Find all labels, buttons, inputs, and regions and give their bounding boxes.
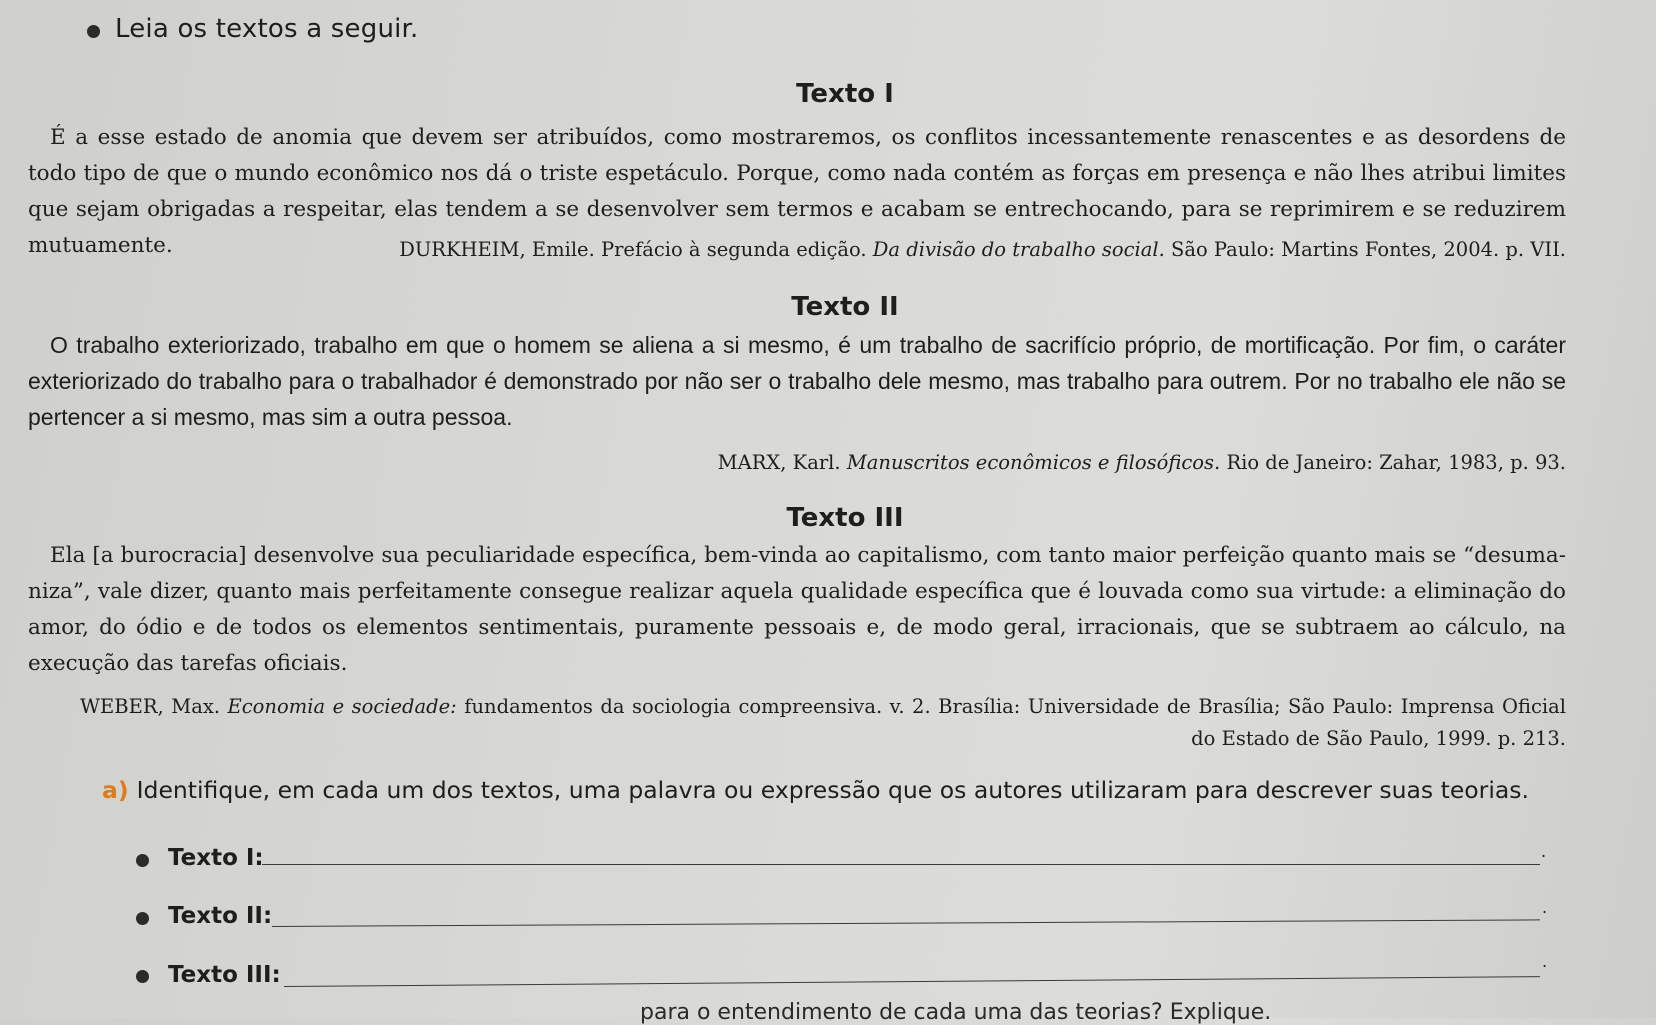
- answer-1-line[interactable]: [262, 864, 1540, 865]
- citation-title: Da divisão do trabalho social.: [872, 238, 1165, 261]
- answer-3-label: Texto III:: [168, 962, 281, 988]
- answer-2-label: Texto II:: [168, 903, 273, 929]
- text-3-heading: Texto III: [786, 503, 904, 533]
- citation-title: Economia e sociedade:: [227, 695, 457, 718]
- answer-1-label: Texto I:: [168, 845, 264, 871]
- question-a: [102, 776, 1529, 804]
- text-2-body: O trabalho exteriorizado, trabalho em que o homem se aliena a si mesmo, é um trabalho de sacrifício próprio, de mortificação. Por fim, o caráter exteriorizado do trabalho para o trabalhador é demonstrado por não ser o trabalho dele mesmo, mas trabalho para outrem. Por no trabalho ele não se pertencer a si mesmo, mas sim a outra pessoa.: [28, 332, 1566, 430]
- answer-2-end: .: [1542, 898, 1548, 917]
- next-question-partial: para o entendimento de cada uma das teorias? Explique.: [640, 1000, 1272, 1025]
- answer-3-line[interactable]: [284, 976, 1540, 987]
- text-3-citation: [80, 691, 1566, 755]
- citation-text: DURKHEIM, Emile. Prefácio à segunda edição.: [399, 238, 873, 261]
- text-1-heading: Texto I: [796, 79, 894, 109]
- citation-text: Rio de Janeiro: Zahar, 1983, p. 93.: [1220, 451, 1566, 474]
- answer-2-line[interactable]: [272, 919, 1540, 927]
- citation-text: fundamentos da sociologia compreensiva. v. 2. Brasília: Universidade de Brasília; São Paulo: Imprensa Oficial do Estado de São Paulo, 1999. p. 213.: [456, 695, 1566, 750]
- question-text: Identifique, em cada um dos textos, uma palavra ou expressão que os autores utilizaram para descrever suas teorias.: [136, 776, 1529, 804]
- answer-3-end: .: [1542, 952, 1548, 971]
- text-1-body: É a esse estado de anomia que devem ser atribuídos, como mostraremos, os conflitos incessantemente renascentes e as desordens de todo tipo de que o mundo econômico nos dá o triste espetáculo. Porque, como nada contém as forças em presença e não lhes atribui limites que sejam obrigadas a respeitar, elas tendem a se desenvolver sem termos e acabam se entrechocando, para se reprimirem e se reduzirem mutuamente.: [28, 125, 1566, 258]
- citation-title: Manuscritos econômicos e filosóficos.: [846, 451, 1221, 474]
- citation-text: WEBER, Max.: [80, 695, 228, 718]
- answer-1-bullet: [136, 854, 149, 867]
- citation-text: São Paulo: Martins Fontes, 2004. p. VII.: [1164, 238, 1566, 261]
- text-2-heading: Texto II: [791, 292, 899, 322]
- text-3-body: Ela [a burocracia] desenvolve sua peculiaridade específica, bem-vinda ao capitalismo, com tanto maior perfeição quanto mais se “desuma-niza”, vale dizer, quanto mais perfeitamente consegue realizar aquela qualidade específica que é louvada como sua virtude: a eliminação do amor, do ódio e de todos os elementos sentimentais, puramente pessoais e, de modo geral, irracionais, que se subtraem ao cálculo, na execução das tarefas oficiais.: [28, 543, 1566, 676]
- answer-2-bullet: [136, 912, 149, 925]
- text-2-citation: [718, 447, 1566, 479]
- answer-3-bullet: [136, 970, 149, 983]
- answer-1-end: .: [1541, 842, 1547, 861]
- question-letter: a): [102, 776, 129, 804]
- intro-instruction: Leia os textos a seguir.: [115, 14, 419, 44]
- intro-bullet: [87, 25, 100, 38]
- text-1-citation: [399, 234, 1566, 266]
- citation-text: MARX, Karl.: [717, 451, 847, 474]
